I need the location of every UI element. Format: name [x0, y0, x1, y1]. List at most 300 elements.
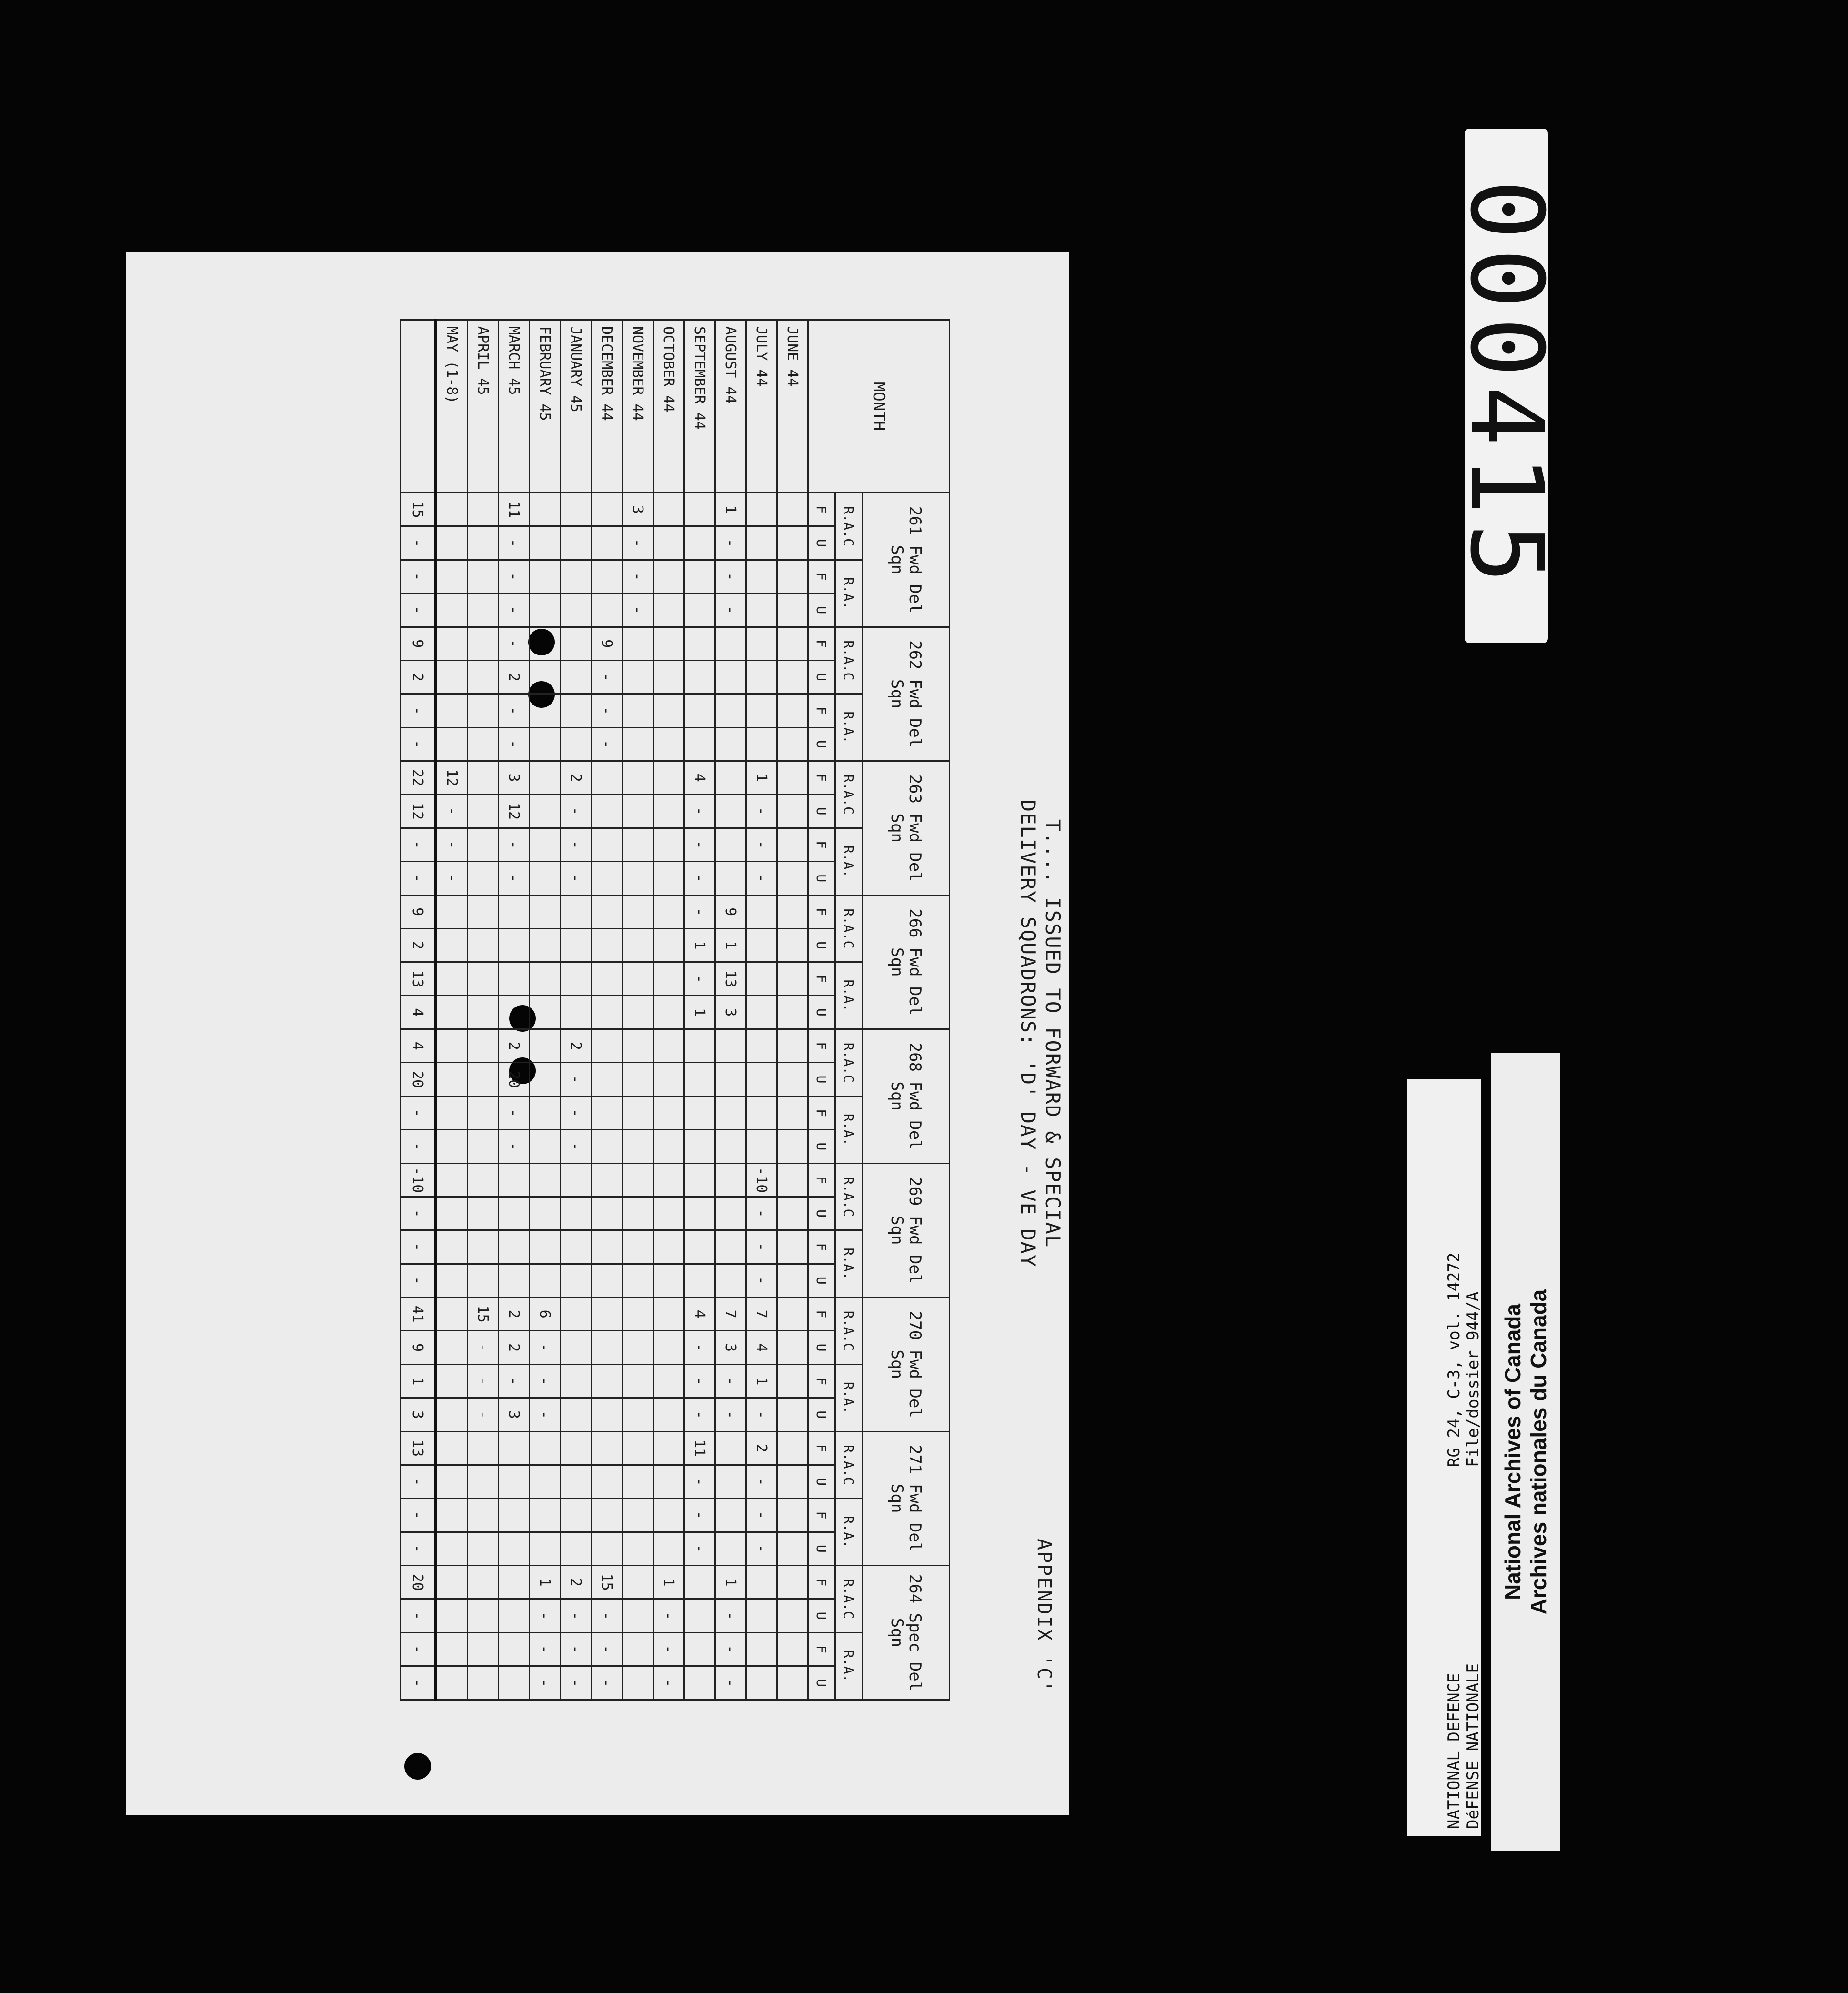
value-cell — [684, 1163, 715, 1197]
value-cell: 7 — [715, 1298, 746, 1331]
value-cell — [530, 1130, 561, 1163]
value-cell — [561, 560, 592, 593]
column-header: F — [808, 761, 835, 795]
value-cell — [653, 1264, 684, 1297]
value-cell: 1 — [715, 1566, 746, 1599]
value-cell — [592, 828, 623, 861]
value-cell — [653, 1298, 684, 1331]
value-cell — [592, 962, 623, 996]
group-header: R.A.C — [835, 1298, 863, 1365]
value-cell — [653, 560, 684, 593]
total-cell: - — [401, 828, 436, 861]
value-cell — [468, 895, 499, 928]
value-cell — [499, 895, 530, 928]
value-cell — [715, 1163, 746, 1197]
column-header: U — [808, 1398, 835, 1431]
value-cell — [777, 1130, 808, 1163]
value-cell — [653, 1398, 684, 1431]
value-cell — [592, 1230, 623, 1264]
month-cell: JULY 44 — [746, 320, 777, 493]
value-cell — [746, 694, 777, 727]
value-cell — [777, 594, 808, 627]
value-cell: - — [715, 1666, 746, 1700]
value-cell — [746, 1566, 777, 1599]
value-cell — [468, 828, 499, 861]
value-cell — [561, 1264, 592, 1297]
value-cell — [684, 694, 715, 727]
value-cell — [592, 1532, 623, 1565]
value-cell: 2 — [561, 1029, 592, 1063]
total-cell: 22 — [401, 761, 436, 795]
value-cell — [623, 928, 653, 962]
value-cell — [777, 627, 808, 660]
value-cell — [436, 1566, 468, 1599]
value-cell — [746, 560, 777, 593]
value-cell: - — [623, 560, 653, 593]
value-cell: 11 — [499, 493, 530, 526]
value-cell: - — [684, 962, 715, 996]
group-header: R.A. — [835, 694, 863, 761]
value-cell — [499, 1532, 530, 1565]
column-header: F — [808, 1364, 835, 1398]
value-cell — [468, 1532, 499, 1565]
value-cell: - — [746, 1230, 777, 1264]
value-cell: 9 — [592, 627, 623, 660]
value-cell — [468, 1632, 499, 1666]
value-cell — [530, 962, 561, 996]
value-cell — [436, 1499, 468, 1532]
value-cell — [436, 1666, 468, 1700]
value-cell: - — [684, 862, 715, 895]
value-cell — [623, 1331, 653, 1364]
total-cell: 2 — [401, 928, 436, 962]
column-header: U — [808, 727, 835, 761]
total-cell: 9 — [401, 627, 436, 660]
value-cell — [715, 1096, 746, 1129]
value-cell — [684, 1130, 715, 1163]
value-cell — [777, 1029, 808, 1063]
value-cell — [623, 660, 653, 694]
value-cell — [684, 1566, 715, 1599]
value-cell — [561, 1532, 592, 1565]
column-header: F — [808, 1096, 835, 1129]
value-cell — [592, 795, 623, 828]
value-cell: 12 — [436, 761, 468, 795]
value-cell — [592, 1298, 623, 1331]
total-cell: - — [401, 1666, 436, 1700]
total-cell: - — [401, 1130, 436, 1163]
squadron-header: 263 Fwd Del Sqn — [863, 761, 950, 896]
value-cell — [777, 996, 808, 1029]
value-cell: - — [499, 1130, 530, 1163]
total-cell: - — [401, 862, 436, 895]
value-cell — [777, 895, 808, 928]
value-cell — [436, 996, 468, 1029]
value-cell — [530, 1230, 561, 1264]
value-cell — [653, 1130, 684, 1163]
value-cell — [561, 727, 592, 761]
total-cell: - — [401, 1096, 436, 1129]
table-row — [623, 320, 653, 1700]
value-cell — [653, 1499, 684, 1532]
value-cell: - — [746, 1264, 777, 1297]
value-cell — [436, 928, 468, 962]
group-header: R.A.C — [835, 493, 863, 560]
column-header: U — [808, 660, 835, 694]
value-cell: - — [715, 560, 746, 593]
value-cell — [746, 594, 777, 627]
value-cell — [684, 1197, 715, 1230]
value-cell — [530, 1264, 561, 1297]
value-cell — [468, 862, 499, 895]
value-cell — [592, 928, 623, 962]
value-cell — [468, 1197, 499, 1230]
value-cell — [436, 560, 468, 593]
value-cell — [623, 1163, 653, 1197]
value-cell: 3 — [715, 1331, 746, 1364]
column-header: F — [808, 1230, 835, 1264]
month-cell: SEPTEMBER 44 — [684, 320, 715, 493]
column-header: U — [808, 996, 835, 1029]
value-cell — [777, 1230, 808, 1264]
value-cell — [715, 660, 746, 694]
value-cell — [436, 1029, 468, 1063]
value-cell — [684, 594, 715, 627]
value-cell — [592, 1029, 623, 1063]
value-cell — [684, 1666, 715, 1700]
value-cell: 3 — [499, 1398, 530, 1431]
value-cell — [653, 594, 684, 627]
value-cell — [653, 1029, 684, 1063]
value-cell — [715, 1230, 746, 1264]
value-cell: - — [684, 1331, 715, 1364]
value-cell — [436, 694, 468, 727]
value-cell — [592, 1096, 623, 1129]
value-cell — [592, 1364, 623, 1398]
value-cell — [436, 627, 468, 660]
totals-label-cell — [401, 320, 436, 493]
squadron-header: 271 Fwd Del Sqn — [863, 1431, 950, 1566]
column-header: F — [808, 1298, 835, 1331]
value-cell: - — [561, 1632, 592, 1666]
value-cell — [684, 526, 715, 560]
value-cell: 1 — [715, 493, 746, 526]
value-cell: - — [561, 1599, 592, 1632]
value-cell — [777, 928, 808, 962]
value-cell: - — [684, 828, 715, 861]
value-cell: - — [592, 1666, 623, 1700]
column-header: F — [808, 627, 835, 660]
value-cell — [530, 660, 561, 694]
value-cell — [499, 1465, 530, 1498]
value-cell — [436, 526, 468, 560]
value-cell — [715, 862, 746, 895]
value-cell: 1 — [684, 996, 715, 1029]
value-cell: - — [623, 526, 653, 560]
value-cell — [777, 1364, 808, 1398]
value-cell — [623, 1298, 653, 1331]
value-cell — [592, 1398, 623, 1431]
value-cell — [777, 1264, 808, 1297]
table-body — [401, 320, 808, 1700]
value-cell — [746, 493, 777, 526]
value-cell — [592, 1264, 623, 1297]
value-cell — [777, 795, 808, 828]
month-cell: MARCH 45 — [499, 320, 530, 493]
value-cell — [777, 660, 808, 694]
value-cell: - — [592, 727, 623, 761]
value-cell — [684, 627, 715, 660]
value-cell — [746, 928, 777, 962]
value-cell — [684, 1599, 715, 1632]
total-cell: 13 — [401, 962, 436, 996]
value-cell — [623, 1230, 653, 1264]
month-cell: DECEMBER 44 — [592, 320, 623, 493]
value-cell — [623, 1364, 653, 1398]
value-cell — [436, 1230, 468, 1264]
total-cell: - — [401, 560, 436, 593]
value-cell — [468, 1029, 499, 1063]
value-cell: - — [530, 1398, 561, 1431]
group-header: R.A. — [835, 828, 863, 895]
value-cell — [436, 660, 468, 694]
group-header: R.A. — [835, 1499, 863, 1566]
value-cell — [715, 1431, 746, 1465]
column-header: F — [808, 1163, 835, 1197]
value-cell — [623, 828, 653, 861]
total-cell: - — [401, 1230, 436, 1264]
value-cell — [715, 694, 746, 727]
value-cell — [746, 1632, 777, 1666]
month-header: MONTH — [808, 320, 950, 493]
value-cell — [746, 627, 777, 660]
value-cell: - — [653, 1666, 684, 1700]
col-header-row — [808, 320, 835, 1700]
value-cell: 2 — [499, 1029, 530, 1063]
value-cell — [715, 1197, 746, 1230]
value-cell — [436, 594, 468, 627]
document-sheet — [126, 252, 1069, 1815]
value-cell — [592, 1063, 623, 1096]
value-cell: 2 — [499, 1298, 530, 1331]
total-cell: 2 — [401, 660, 436, 694]
value-cell: 3 — [623, 493, 653, 526]
value-cell: - — [592, 1632, 623, 1666]
value-cell — [530, 828, 561, 861]
value-cell — [715, 727, 746, 761]
value-cell — [653, 694, 684, 727]
value-cell — [561, 594, 592, 627]
value-cell — [684, 560, 715, 593]
value-cell — [468, 660, 499, 694]
value-cell — [592, 526, 623, 560]
document-title-line1: T.... ISSUED TO FORWARD & SPECIAL — [1041, 819, 1065, 1248]
value-cell — [436, 1130, 468, 1163]
value-cell — [468, 694, 499, 727]
value-cell: - — [499, 862, 530, 895]
value-cell — [653, 828, 684, 861]
value-cell — [468, 761, 499, 795]
value-cell — [777, 1163, 808, 1197]
value-cell — [530, 795, 561, 828]
column-header: U — [808, 795, 835, 828]
frame-number: 000415 — [1448, 179, 1565, 593]
value-cell: 1 — [653, 1566, 684, 1599]
value-cell: - — [561, 1130, 592, 1163]
value-cell — [684, 727, 715, 761]
appendix-label: APPENDIX 'C' — [1033, 1539, 1055, 1693]
value-cell — [530, 1532, 561, 1565]
total-cell: 9 — [401, 895, 436, 928]
column-header: U — [808, 526, 835, 560]
value-cell — [592, 1163, 623, 1197]
document-title-line2: DELIVERY SQUADRONS: 'D' DAY - VE DAY — [1016, 799, 1040, 1268]
value-cell — [623, 1130, 653, 1163]
value-cell — [530, 560, 561, 593]
group-header: R.A.C — [835, 1566, 863, 1633]
value-cell — [653, 526, 684, 560]
value-cell: - — [468, 1398, 499, 1431]
value-cell — [623, 962, 653, 996]
column-header: U — [808, 1666, 835, 1700]
value-cell — [623, 1398, 653, 1431]
value-cell — [436, 895, 468, 928]
value-cell: - — [746, 828, 777, 861]
value-cell — [653, 1096, 684, 1129]
value-cell — [653, 895, 684, 928]
value-cell — [530, 1029, 561, 1063]
value-cell — [499, 1666, 530, 1700]
punch-hole — [404, 1753, 431, 1780]
value-cell — [653, 627, 684, 660]
value-cell: - — [653, 1599, 684, 1632]
value-cell — [623, 1666, 653, 1700]
value-cell — [530, 1431, 561, 1465]
value-cell: - — [436, 862, 468, 895]
table-row — [715, 320, 746, 1700]
value-cell — [623, 1431, 653, 1465]
value-cell — [468, 1465, 499, 1498]
value-cell — [592, 1130, 623, 1163]
value-cell — [623, 1566, 653, 1599]
value-cell: - — [499, 727, 530, 761]
value-cell — [777, 1197, 808, 1230]
value-cell — [592, 1331, 623, 1364]
value-cell — [468, 996, 499, 1029]
value-cell — [777, 1566, 808, 1599]
label-line-file: File/dossier 944/A — [1463, 1291, 1483, 1467]
value-cell: 1 — [530, 1566, 561, 1599]
value-cell: 3 — [715, 996, 746, 1029]
column-header: F — [808, 962, 835, 996]
value-cell — [715, 1264, 746, 1297]
value-cell — [777, 862, 808, 895]
squadron-header: 266 Fwd Del Sqn — [863, 895, 950, 1029]
column-header: F — [808, 895, 835, 928]
column-header: F — [808, 1566, 835, 1599]
value-cell — [561, 1197, 592, 1230]
value-cell — [561, 1398, 592, 1431]
value-cell: 9 — [715, 895, 746, 928]
value-cell — [715, 761, 746, 795]
value-cell — [499, 1566, 530, 1599]
value-cell: 13 — [715, 962, 746, 996]
value-cell — [592, 895, 623, 928]
total-cell: - — [401, 1465, 436, 1498]
value-cell — [561, 694, 592, 727]
group-header: R.A.C — [835, 1029, 863, 1097]
value-cell — [777, 1499, 808, 1532]
value-cell — [499, 1499, 530, 1532]
issues-table — [400, 319, 950, 1701]
value-cell: - — [530, 1599, 561, 1632]
value-cell: - — [684, 1398, 715, 1431]
total-cell: 4 — [401, 1029, 436, 1063]
total-cell: 3 — [401, 1398, 436, 1431]
total-cell: - — [401, 1264, 436, 1297]
value-cell: - — [684, 1532, 715, 1565]
value-cell — [777, 1063, 808, 1096]
value-cell: 1 — [684, 928, 715, 962]
value-cell — [715, 828, 746, 861]
value-cell — [653, 928, 684, 962]
value-cell — [684, 493, 715, 526]
value-cell — [499, 1197, 530, 1230]
column-header: F — [808, 1431, 835, 1465]
value-cell — [468, 1230, 499, 1264]
value-cell: - — [499, 694, 530, 727]
value-cell — [499, 1163, 530, 1197]
value-cell: 2 — [746, 1431, 777, 1465]
value-cell — [436, 1096, 468, 1129]
value-cell: 2 — [499, 1331, 530, 1364]
value-cell — [561, 1163, 592, 1197]
value-cell: 1 — [715, 928, 746, 962]
month-cell: OCTOBER 44 — [653, 320, 684, 493]
value-cell: - — [499, 594, 530, 627]
value-cell — [468, 1499, 499, 1532]
archives-name-en: National Archives of Canada — [1500, 1303, 1525, 1600]
value-cell — [715, 1029, 746, 1063]
value-cell — [436, 1063, 468, 1096]
value-cell — [777, 727, 808, 761]
value-cell — [653, 996, 684, 1029]
value-cell — [436, 1163, 468, 1197]
value-cell — [623, 1532, 653, 1565]
value-cell — [623, 727, 653, 761]
archive-reference-label — [1407, 1079, 1481, 1836]
value-cell — [499, 928, 530, 962]
group-header: R.A. — [835, 1230, 863, 1298]
table-row — [592, 320, 623, 1700]
group-header: R.A. — [835, 1364, 863, 1431]
value-cell — [715, 1532, 746, 1565]
value-cell — [499, 1431, 530, 1465]
value-cell — [436, 493, 468, 526]
value-cell — [653, 862, 684, 895]
table-row — [468, 320, 499, 1700]
value-cell — [623, 694, 653, 727]
table-row — [499, 320, 530, 1700]
value-cell: - — [715, 594, 746, 627]
value-cell — [499, 1632, 530, 1666]
total-cell: 1 — [401, 1364, 436, 1398]
value-cell — [623, 1029, 653, 1063]
value-cell — [777, 962, 808, 996]
value-cell — [468, 1130, 499, 1163]
value-cell — [746, 1599, 777, 1632]
value-cell — [653, 493, 684, 526]
